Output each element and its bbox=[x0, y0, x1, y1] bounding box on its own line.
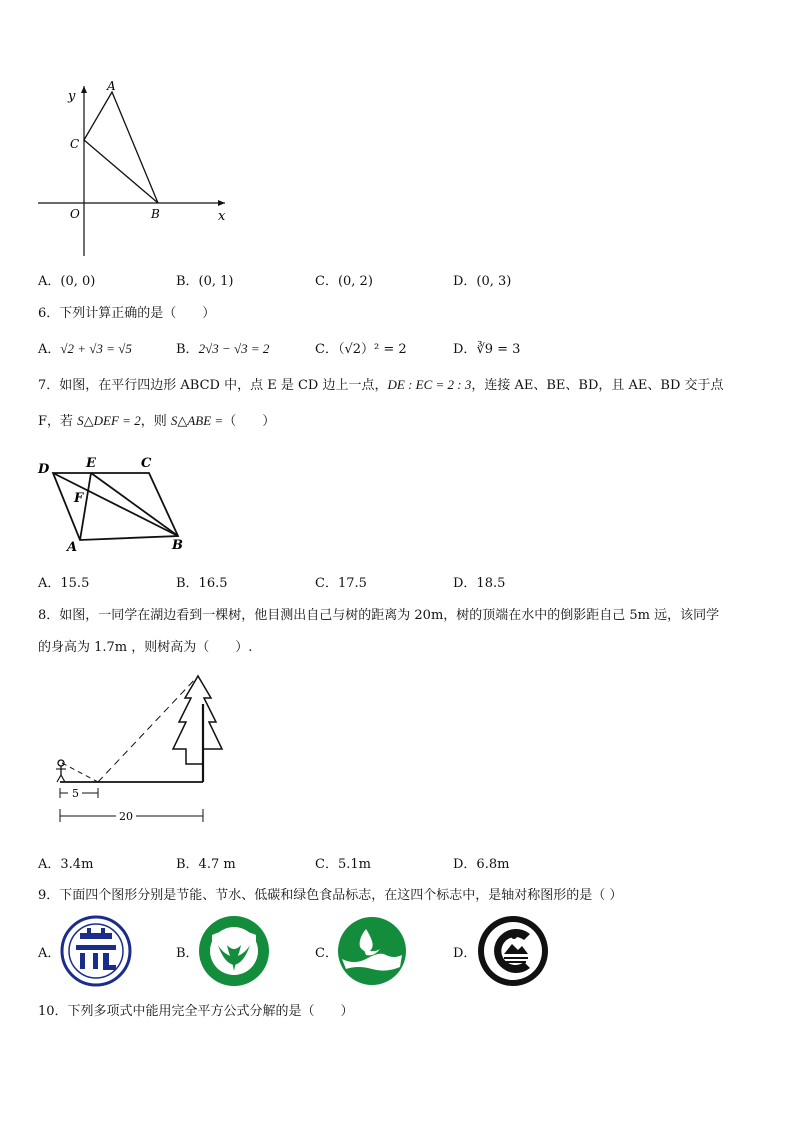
q6-option-d-label: D． bbox=[453, 342, 477, 357]
q6-option-c-label: C． bbox=[315, 342, 338, 357]
point-f-label: F bbox=[74, 491, 84, 506]
origin-label: O bbox=[70, 207, 80, 221]
q7-stem-text-e: （ ） bbox=[223, 414, 276, 429]
q6-stem: 6．下列计算正确的是（ ） bbox=[38, 306, 216, 321]
q6-option-b[interactable] bbox=[176, 338, 269, 357]
q7-stem-text-b: ，连接 AE、BE、BD，且 AE、BD 交于点 bbox=[471, 378, 724, 393]
q6-option-d-expr: ∛9 = 3 bbox=[476, 342, 521, 357]
q9-option-a-label[interactable]: A． bbox=[38, 946, 61, 961]
q9-option-b-label[interactable]: B． bbox=[176, 946, 199, 961]
q7-option-a[interactable]: A．15.5 bbox=[38, 576, 90, 591]
point-b-label: B bbox=[172, 538, 183, 553]
q7-option-c[interactable]: C．17.5 bbox=[315, 576, 367, 591]
dimension-5-label: 5 bbox=[72, 787, 79, 800]
energy-saving-logo-icon[interactable] bbox=[60, 915, 132, 987]
q8-option-a[interactable]: A．3.4m bbox=[38, 857, 94, 872]
q6-option-a-label: A． bbox=[38, 342, 61, 357]
point-d-label: D bbox=[38, 462, 50, 477]
q7-stem-line2 bbox=[38, 410, 275, 429]
point-b-label: B bbox=[151, 207, 160, 221]
q7-ratio: DE : EC = 2 : 3 bbox=[387, 377, 472, 392]
q8-option-d[interactable]: D．6.8m bbox=[453, 857, 510, 872]
point-e-label: E bbox=[86, 456, 96, 471]
water-saving-logo-icon[interactable] bbox=[198, 915, 270, 987]
point-c-label: C bbox=[141, 456, 152, 471]
q6-option-b-expr: 2√3 − √3 = 2 bbox=[198, 341, 270, 356]
x-axis-label: x bbox=[218, 209, 226, 224]
q6-option-d[interactable] bbox=[453, 338, 520, 357]
q8-option-b[interactable]: B．4.7 m bbox=[176, 857, 236, 872]
q10-stem: 10．下列多项式中能用完全平方公式分解的是（ ） bbox=[38, 1004, 354, 1019]
q7-option-b[interactable]: B．16.5 bbox=[176, 576, 228, 591]
q7-stem-text-a: 7．如图，在平行四边形 ABCD 中，点 E 是 CD 边上一点， bbox=[38, 378, 388, 393]
q7-area-abe: S△ABE = bbox=[170, 413, 224, 428]
q6-option-a-expr: √2 + √3 = √5 bbox=[60, 341, 132, 356]
q7-stem-line1 bbox=[38, 374, 724, 393]
q5-option-c[interactable]: C．(0, 2) bbox=[315, 274, 373, 289]
q8-option-c[interactable]: C．5.1m bbox=[315, 857, 371, 872]
q7-option-d[interactable]: D．18.5 bbox=[453, 576, 506, 591]
q5-option-b[interactable]: B．(0, 1) bbox=[176, 274, 234, 289]
q6-option-c[interactable] bbox=[315, 338, 407, 357]
q6-option-a[interactable] bbox=[38, 338, 132, 357]
q9-option-d-label[interactable]: D． bbox=[453, 946, 477, 961]
point-c-label: C bbox=[70, 137, 80, 151]
q8-tree-figure bbox=[46, 670, 236, 830]
point-a-label: A bbox=[67, 540, 78, 555]
green-food-logo-icon[interactable] bbox=[476, 914, 550, 988]
q6-option-b-label: B． bbox=[176, 342, 199, 357]
q5-option-a[interactable]: A．(0, 0) bbox=[38, 274, 96, 289]
low-carbon-logo-icon[interactable] bbox=[336, 915, 408, 987]
y-axis-label: y bbox=[68, 89, 76, 104]
q7-stem-text-d: ，则 bbox=[140, 414, 171, 429]
q6-option-c-expr: （√2）² = 2 bbox=[337, 342, 407, 357]
q9-stem: 9．下面四个图形分别是节能、节水、低碳和绿色食品标志，在这四个标志中，是轴对称图形的是（ ） bbox=[38, 888, 623, 903]
point-a-label: A bbox=[107, 79, 116, 93]
q5-coordinate-figure bbox=[30, 78, 240, 260]
dimension-20-label: 20 bbox=[119, 810, 133, 823]
q7-stem-text-c: F，若 bbox=[38, 414, 78, 429]
q7-parallelogram-figure bbox=[34, 452, 194, 557]
q9-option-c-label[interactable]: C． bbox=[315, 946, 338, 961]
q8-stem-line1: 8．如图，一同学在湖边看到一棵树，他目测出自己与树的距离为 20m，树的顶端在水中的倒影距自己 5m 远，该同学 bbox=[38, 608, 720, 623]
q8-stem-line2: 的身高为 1.7m ，则树高为（ ）. bbox=[38, 640, 253, 655]
q5-option-d[interactable]: D．(0, 3) bbox=[453, 274, 512, 289]
q7-area-def: S△DEF = 2 bbox=[77, 413, 141, 428]
